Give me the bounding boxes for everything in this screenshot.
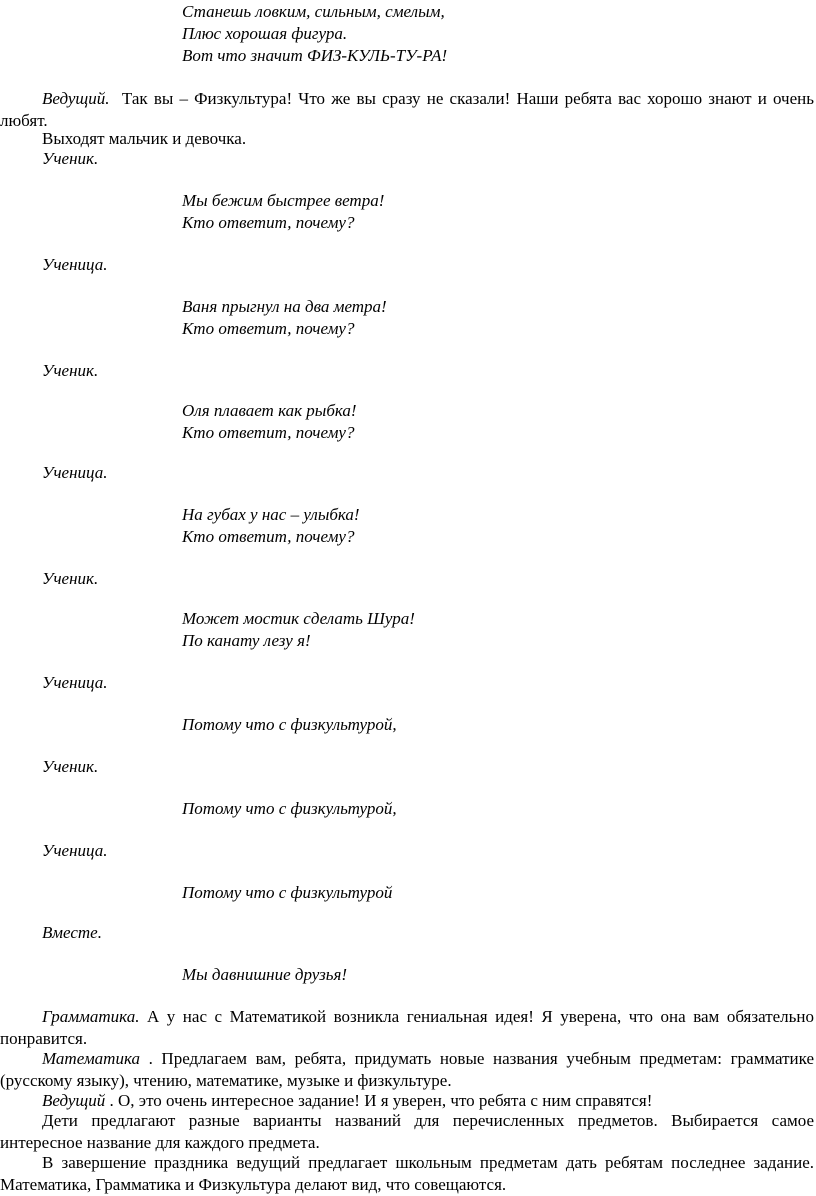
paragraph-text: В завершение праздника ведущий предлагает школьным предметам дать ребятам последнее задание. Математика, Грамматика и Физкультура делают вид, что совещаются. [0,1153,814,1194]
verse-line: Кто ответит, почему? [182,213,355,232]
speaker-name: Грамматика. [42,1007,140,1026]
closing-paragraph [0,1152,814,1196]
verse-line: Вот что значит ФИЗ-КУЛЬ-ТУ-РА! [182,46,448,65]
paragraph-text: . О, это очень интересное задание! И я уверен, что ребята с ним справятся! [105,1091,653,1110]
speaker-name: Ученица. [42,255,108,274]
verse-line: Плюс хорошая фигура. [182,24,348,43]
verse-line: Станешь ловким, сильным, смелым, [182,2,445,21]
speaker-name: Ученик. [42,757,99,776]
speaker-name: Ученица. [42,673,108,692]
speaker-name: Ученик. [42,149,99,168]
paragraph-text: . Предлагаем вам, ребята, придумать новые названия учебным предметам: грамматике (русскому языку), чтению, математике, музыке и физкультуре. [0,1049,814,1090]
verse-line: Потому что с физкультурой, [182,715,397,734]
verse-line: Кто ответит, почему? [182,423,355,442]
closing-paragraph [0,1090,814,1112]
paragraph-text: Так вы – Физкультура! Что же вы сразу не сказали! Наши ребята вас хорошо знают и очень любят. [0,89,815,130]
speaker-name: Ученик. [42,569,99,588]
closing-paragraph [0,1048,814,1092]
verse-line: Ваня прыгнул на два метра! [182,297,387,316]
verse-line: На губах у нас – улыбка! [182,505,360,524]
paragraph-text: Дети предлагают разные варианты названий для перечисленных предметов. Выбирается самое интересное название для каждого предмета. [0,1111,814,1152]
closing-paragraph [0,1006,814,1050]
verse-line: Кто ответит, почему? [182,319,355,338]
verse-line: Потому что с физкультурой, [182,799,397,818]
verse-line: Оля плавает как рыбка! [182,401,357,420]
speaker-name: Вместе. [42,923,102,942]
verse-line: По канату лезу я! [182,631,311,650]
speaker-name: Ведущий. [42,89,110,108]
closing-paragraph [0,1110,814,1154]
speaker-name: Ведущий [42,1091,106,1110]
speaker-name: Ученик. [42,361,99,380]
paragraph-text: А у нас с Математикой возникла гениальная идея! Я уверена, что она вам обязательно понравится. [0,1007,814,1048]
verse-line: Мы давнишние друзья! [182,965,348,984]
intro-paragraph [0,88,814,132]
speaker-name: Ученица. [42,841,108,860]
stage-direction: Выходят мальчик и девочка. [42,129,247,148]
verse-line: Кто ответит, почему? [182,527,355,546]
verse-line: Может мостик сделать Шура! [182,609,415,628]
speaker-name: Ученица. [42,463,108,482]
verse-line: Потому что с физкультурой [182,883,393,902]
verse-line: Мы бежим быстрее ветра! [182,191,385,210]
speaker-name: Математика [42,1049,140,1068]
